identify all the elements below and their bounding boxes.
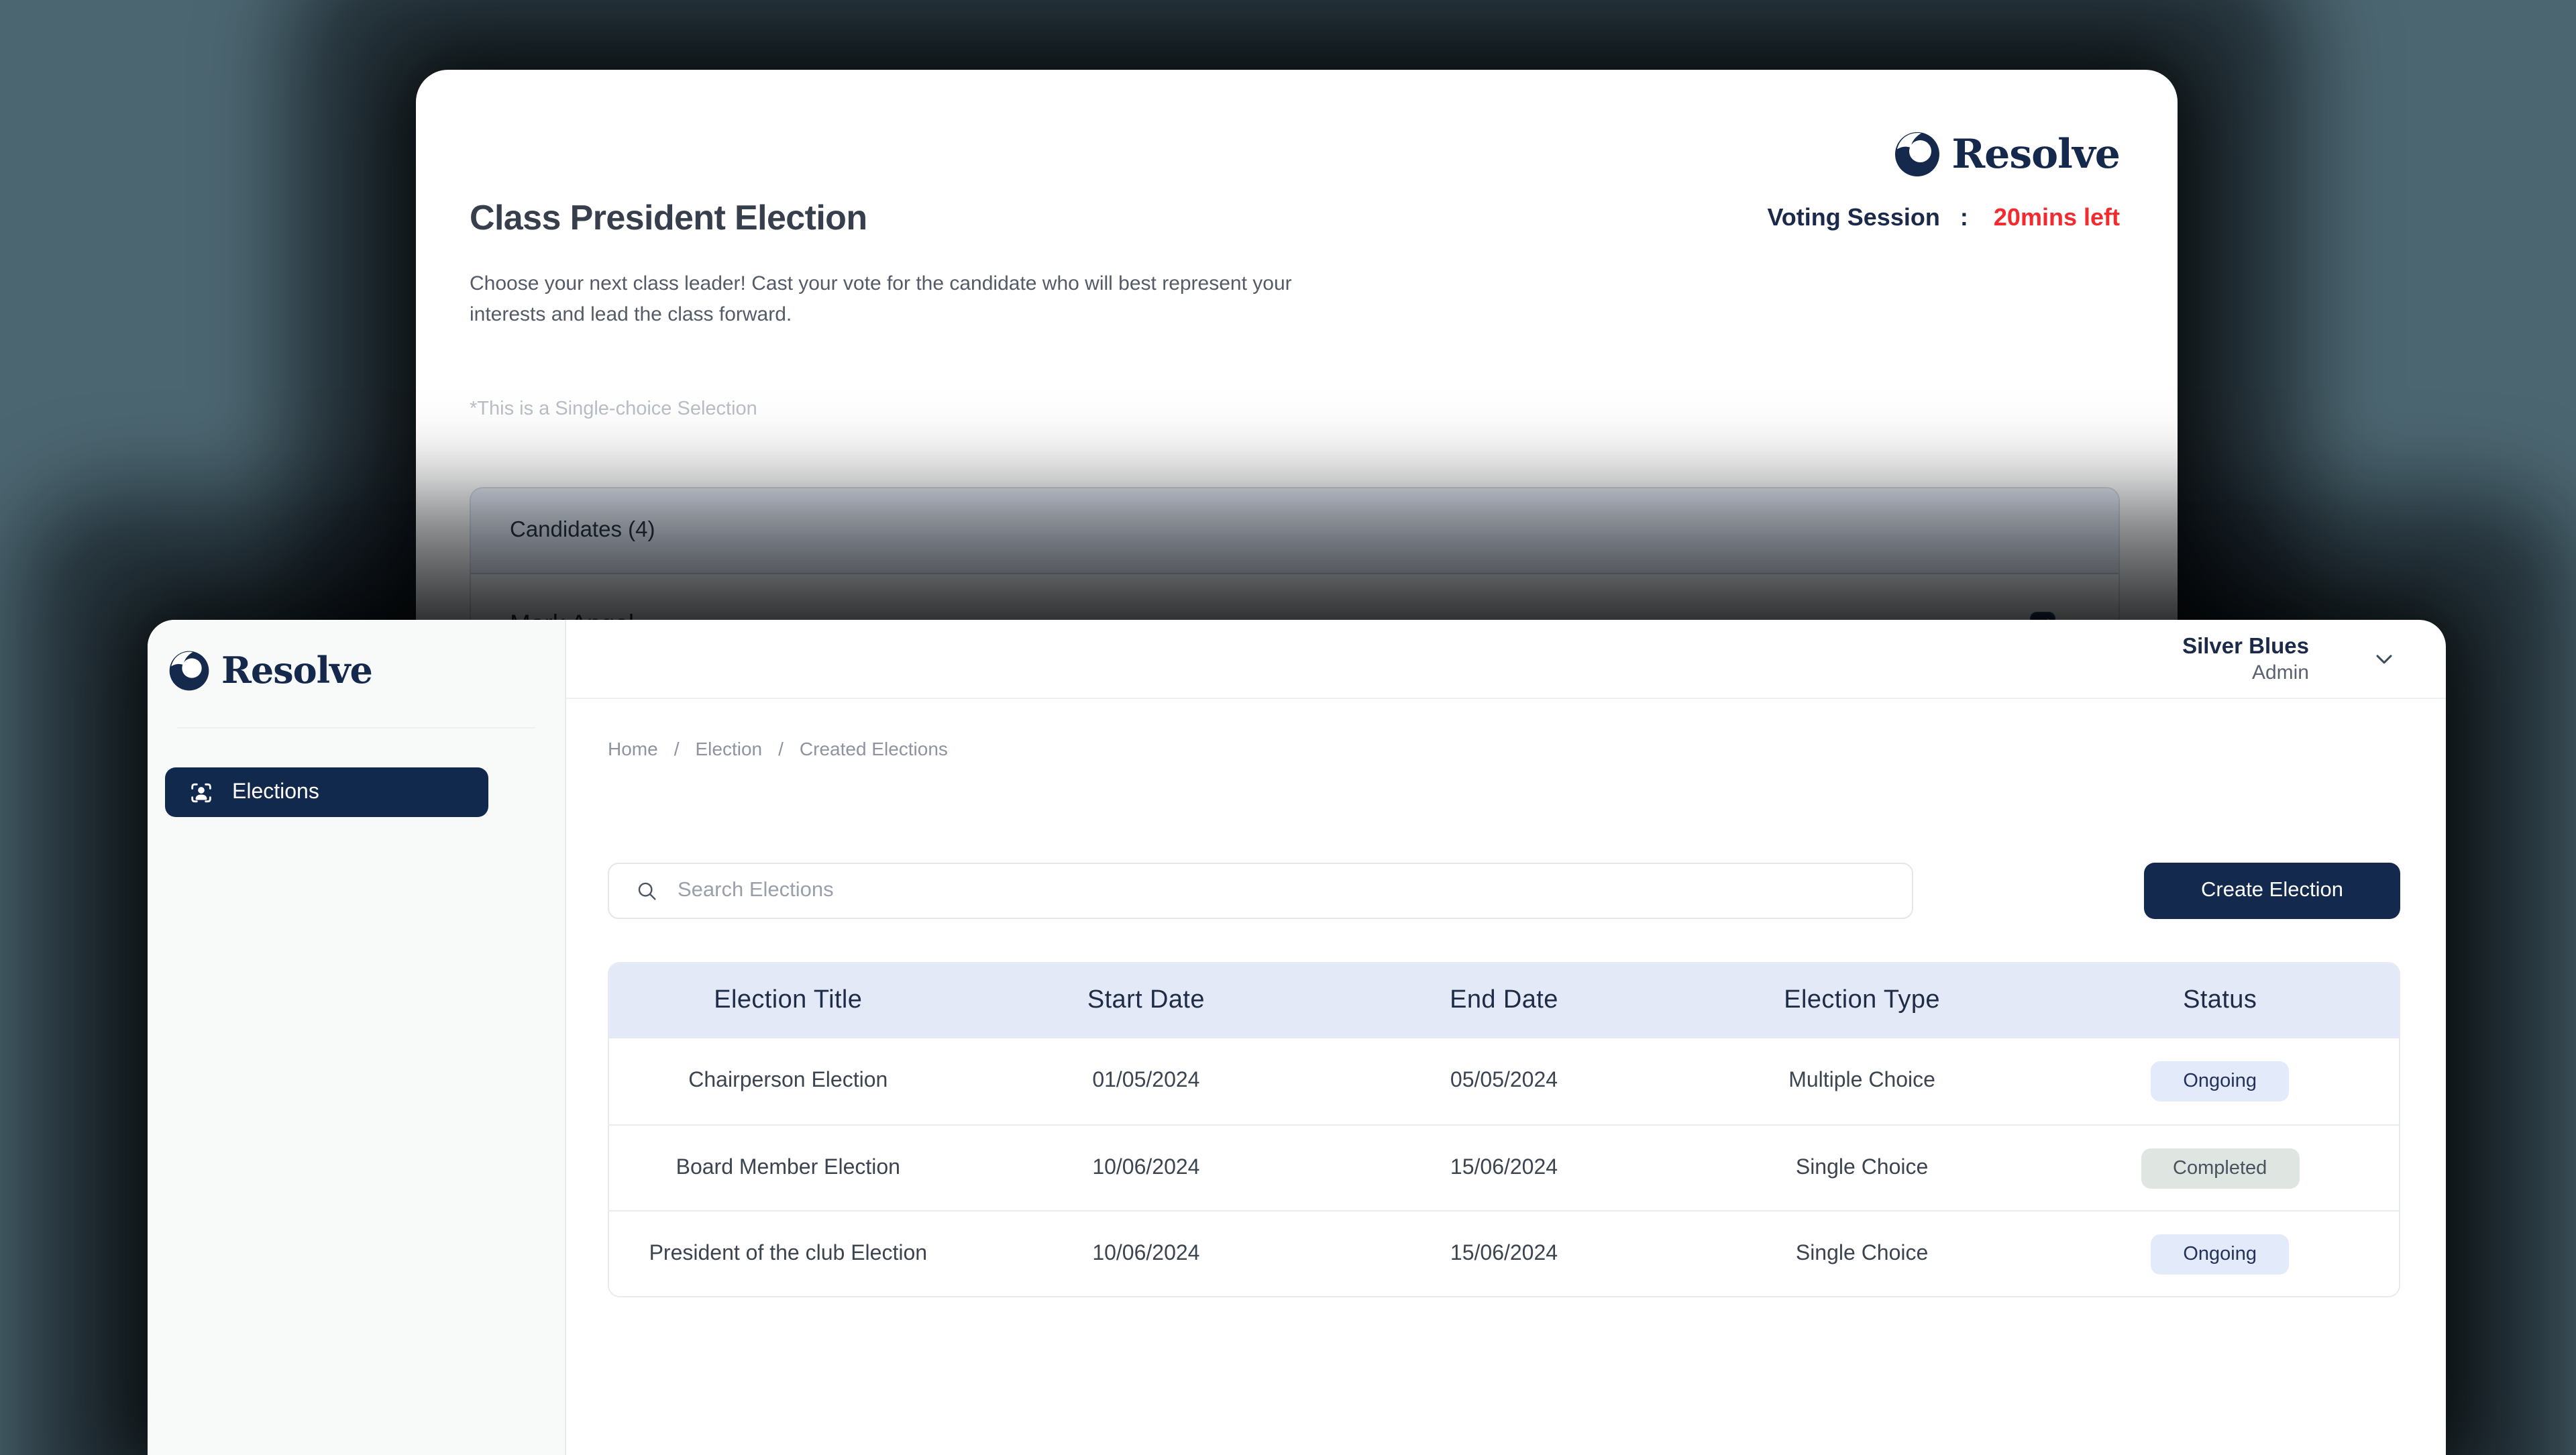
search-input[interactable] <box>678 879 1818 903</box>
search-box[interactable] <box>608 863 1913 919</box>
status-badge: Ongoing <box>2151 1061 2289 1101</box>
resolve-logo <box>148 649 565 692</box>
cell-start-date: 01/05/2024 <box>1092 1069 1200 1092</box>
cell-status <box>2041 1234 2399 1274</box>
election-title: Class President Election <box>470 197 867 237</box>
cell-election-type: Single Choice <box>1795 1242 1929 1264</box>
logo-wordmark: Resolve <box>1951 131 2120 178</box>
column-header-status: Status <box>2183 986 2257 1014</box>
cell-election-title: Board Member Election <box>676 1156 900 1179</box>
cell-end-date: 15/06/2024 <box>1450 1242 1558 1264</box>
cell-status <box>2041 1061 2399 1101</box>
column-header-election-type: Election Type <box>1784 986 1940 1014</box>
sidebar-item-elections[interactable] <box>165 767 488 817</box>
selection-type-note: *This is a Single-choice Selection <box>470 398 757 419</box>
candidates-panel-header: Candidates (4) <box>471 488 2118 574</box>
breadcrumb-separator: / <box>778 738 784 759</box>
voting-session-timer <box>1767 204 2120 232</box>
user-name: Silver Blues <box>2182 634 2309 658</box>
toolbar <box>608 863 2400 919</box>
table-row[interactable] <box>609 1038 2399 1124</box>
cell-start-date: 10/06/2024 <box>1092 1156 1200 1179</box>
cell-election-title: Chairperson Election <box>688 1069 888 1092</box>
cell-end-date: 05/05/2024 <box>1450 1069 1558 1092</box>
create-election-button[interactable]: Create Election <box>2144 863 2400 919</box>
admin-window <box>148 620 2446 1455</box>
resolve-logo <box>1892 130 2120 178</box>
cell-end-date: 15/06/2024 <box>1450 1156 1558 1179</box>
user-role: Admin <box>2251 661 2309 684</box>
user-menu[interactable] <box>2182 634 2309 684</box>
session-separator: : <box>1960 204 1968 231</box>
admin-main-area <box>566 620 2446 1455</box>
breadcrumb-home[interactable]: Home <box>608 738 658 759</box>
table-header-row <box>609 963 2399 1038</box>
status-badge: Ongoing <box>2151 1234 2289 1274</box>
breadcrumb <box>608 738 2400 759</box>
logo-wordmark: Resolve <box>221 650 372 692</box>
column-header-start-date: Start Date <box>1087 986 1205 1014</box>
cell-start-date: 10/06/2024 <box>1092 1242 1200 1264</box>
election-description: Choose your next class leader! Cast your vote for the candidate who will best represent your interests and lead the class forward. <box>470 272 1292 327</box>
column-header-end-date: End Date <box>1450 986 1558 1014</box>
cell-election-type: Single Choice <box>1795 1156 1929 1179</box>
search-icon <box>636 879 659 902</box>
sidebar <box>148 620 566 1455</box>
cell-status <box>2041 1148 2399 1188</box>
resolve-logo-icon <box>1892 130 1941 178</box>
column-header-election-title: Election Title <box>714 986 863 1014</box>
elections-table <box>608 962 2400 1297</box>
breadcrumb-separator: / <box>674 738 680 759</box>
breadcrumb-election[interactable]: Election <box>695 738 763 759</box>
table-row[interactable] <box>609 1210 2399 1296</box>
topbar <box>566 620 2446 699</box>
resolve-logo-icon <box>168 649 211 692</box>
table-row[interactable] <box>609 1124 2399 1210</box>
session-label: Voting Session <box>1767 204 1940 231</box>
table-body <box>609 1038 2399 1296</box>
elections-user-icon <box>188 779 215 806</box>
breadcrumb-created-elections[interactable]: Created Elections <box>799 738 948 759</box>
cell-election-title: President of the club Election <box>649 1242 928 1264</box>
session-time-left: 20mins left <box>1993 204 2120 231</box>
chevron-down-icon[interactable] <box>2371 645 2398 672</box>
status-badge: Completed <box>2141 1148 2299 1188</box>
sidebar-divider <box>177 727 535 729</box>
sidebar-item-label: Elections <box>232 780 319 803</box>
content-area <box>566 699 2446 1297</box>
cell-election-type: Multiple Choice <box>1788 1069 1935 1092</box>
